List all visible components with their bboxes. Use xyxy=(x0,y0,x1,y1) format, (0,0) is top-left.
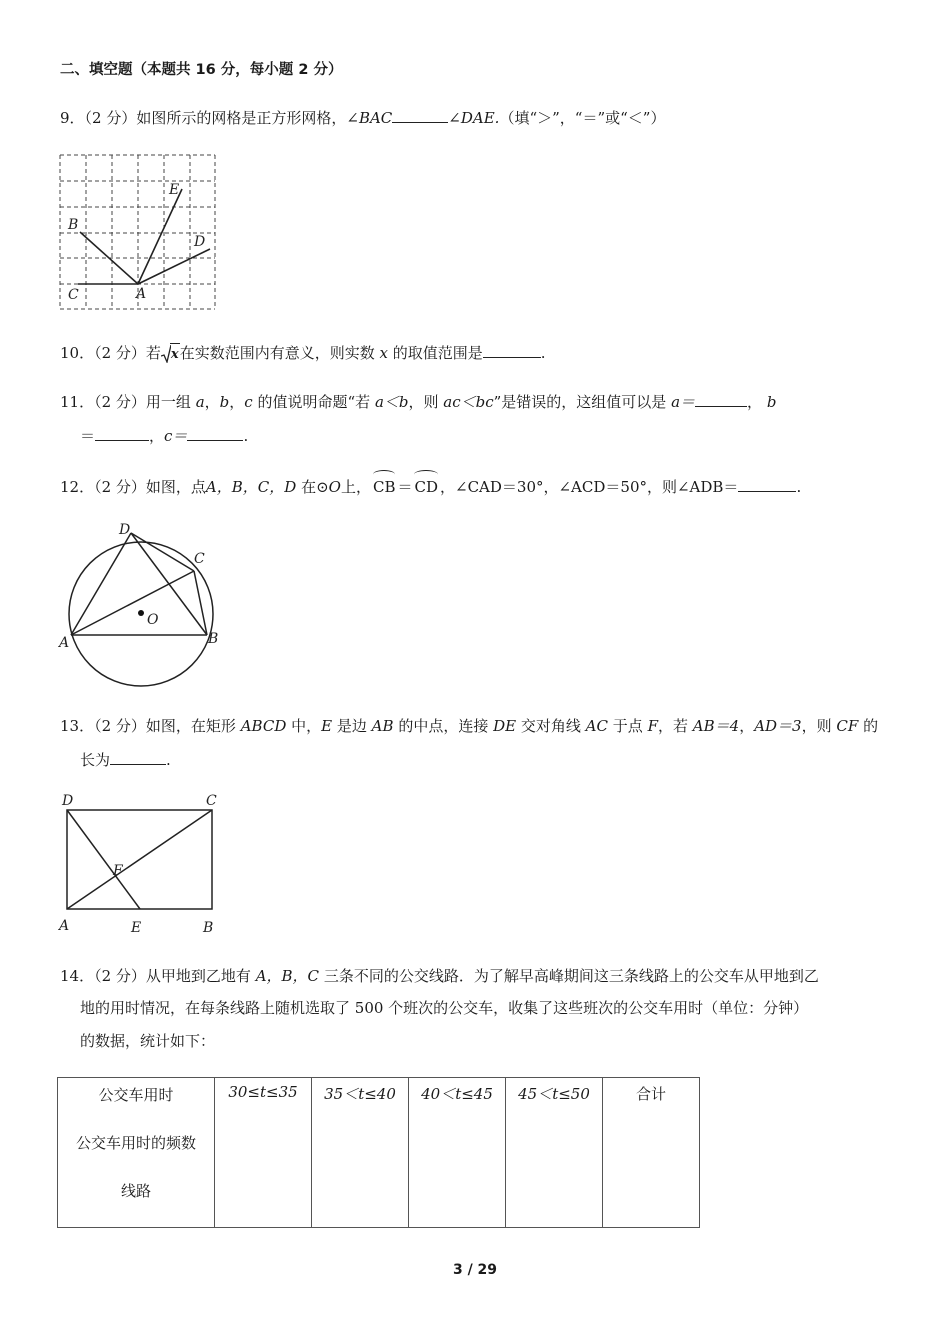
col-35-40-label: 35＜t≤40 xyxy=(324,1085,396,1103)
q13-number: 13． xyxy=(60,717,95,735)
label-c: C xyxy=(194,551,205,567)
col-header-45-50 xyxy=(506,1078,603,1228)
col-header-40-45 xyxy=(409,1078,506,1228)
q13-t9: ，则 xyxy=(801,717,832,735)
q13-t1: 如图，在矩形 xyxy=(145,717,236,735)
q13-score: （2 分） xyxy=(94,717,146,735)
label-d: D xyxy=(62,793,74,809)
q11-sep4: ， xyxy=(149,427,165,445)
q11-a: a xyxy=(195,393,205,411)
question-11-line2 xyxy=(80,426,248,446)
q13-t10: 的 xyxy=(863,717,879,735)
label-b: B xyxy=(208,631,219,647)
q13-e: E xyxy=(321,717,333,735)
q10-end: . xyxy=(540,344,546,362)
q10-pre: 若 xyxy=(145,344,161,362)
q13-ab: AB xyxy=(371,717,394,735)
label-c: C xyxy=(206,793,217,809)
label-o: O xyxy=(147,612,159,628)
q12-arc-cd: CD xyxy=(414,478,438,496)
q11-cond: a＜b xyxy=(374,393,409,411)
label-e: E xyxy=(169,182,180,198)
label-e: E xyxy=(131,920,142,936)
q12-equals: ＝ xyxy=(397,478,413,496)
question-13-line1 xyxy=(60,716,878,736)
q9-angle-bac: ∠BAC xyxy=(346,109,393,127)
segment-ad xyxy=(138,249,210,284)
q12-circle: O xyxy=(328,478,341,496)
q11-text4: ”是错误的，这组值可以是 xyxy=(493,393,667,411)
q9-angle-dae: ∠DAE. xyxy=(448,109,500,127)
q13-rectangle-figure xyxy=(55,790,225,940)
q14-t2: 三条不同的公交线路．为了解早高峰期间这三条线路上的公交车从甲地到乙 xyxy=(323,967,819,985)
label-d: D xyxy=(194,234,206,250)
q13-end: . xyxy=(166,751,171,769)
q11-b-eq: ＝ xyxy=(80,427,96,445)
question-10 xyxy=(60,343,546,365)
q13-t6: 于点 xyxy=(612,717,643,735)
q12-text3: 上， xyxy=(340,478,371,496)
q11-score: （2 分） xyxy=(94,393,146,411)
diagonal-ac xyxy=(67,810,212,909)
q13-t4: 的中点，连接 xyxy=(398,717,489,735)
q9-answer-blank[interactable] xyxy=(392,108,448,123)
q11-c: c xyxy=(244,393,253,411)
q11-end: . xyxy=(243,427,249,445)
label-b: B xyxy=(68,217,79,233)
q11-sep1: ， xyxy=(204,393,220,411)
q11-text2: 的值说明命题“若 xyxy=(257,393,371,411)
table-header-cell xyxy=(58,1078,215,1228)
q11-c-blank[interactable] xyxy=(187,426,243,441)
col-header-35-40 xyxy=(312,1078,409,1228)
q14-frequency-table xyxy=(57,1077,700,1228)
q12-score: （2 分） xyxy=(94,478,146,496)
q13-t5: 交对角线 xyxy=(520,717,581,735)
question-14-line1 xyxy=(60,966,819,986)
q10-sqrt xyxy=(161,343,180,365)
q11-a-eq: a＝ xyxy=(671,393,696,411)
question-13-line2 xyxy=(80,750,171,770)
q13-cf: CF xyxy=(836,717,859,735)
col-30-35-label: 30≤t≤35 xyxy=(228,1083,298,1101)
q12-text2: 在⊙ xyxy=(301,478,329,496)
question-12 xyxy=(60,477,801,497)
header-line-3: 线路 xyxy=(120,1182,151,1200)
question-11-line1 xyxy=(60,392,776,412)
header-line-1: 公交车用时 xyxy=(98,1086,174,1104)
q10-post: 在实数范围内有意义，则实数 xyxy=(179,344,375,362)
q13-answer-blank[interactable] xyxy=(110,750,166,765)
q11-number: 11． xyxy=(60,393,95,411)
q12-arc-cb: CB xyxy=(372,478,396,496)
q13-ac: AC xyxy=(585,717,608,735)
q12-circle-figure xyxy=(55,516,230,690)
section-title: 二、填空题（本题共 16 分，每小题 2 分） xyxy=(60,62,343,78)
q13-f: F xyxy=(647,717,658,735)
q11-text1: 用一组 xyxy=(145,393,191,411)
label-c: C xyxy=(68,287,79,303)
col-40-45-label: 40＜t≤45 xyxy=(421,1085,493,1103)
q11-text3: ，则 xyxy=(408,393,439,411)
q13-cond1: AB＝4 xyxy=(692,717,740,735)
q13-cond2: AD＝3 xyxy=(754,717,802,735)
q10-answer-blank[interactable] xyxy=(483,343,541,358)
label-a: A xyxy=(59,918,70,934)
col-header-30-35 xyxy=(215,1078,312,1228)
question-14-line3: 的数据，统计如下： xyxy=(80,1032,216,1050)
table-row xyxy=(58,1078,700,1228)
q9-number: 9． xyxy=(60,109,85,127)
q9-score: （2 分） xyxy=(84,109,137,127)
q10-radicand: x xyxy=(170,343,180,365)
segment-de xyxy=(67,810,140,909)
label-a: A xyxy=(136,286,147,302)
q10-tail: 的取值范围是 xyxy=(392,344,483,362)
q14-number: 14． xyxy=(60,967,95,985)
col-45-50-label: 45＜t≤50 xyxy=(518,1085,590,1103)
question-14-line2: 地的用时情况，在每条线路上随机选取了 500 个班次的公交车，收集了这些班次的公交车用时（单位：分钟） xyxy=(80,999,809,1017)
segment-ae xyxy=(138,189,182,284)
center-point xyxy=(138,610,144,616)
q11-sep3: ， xyxy=(747,393,763,411)
q13-line2: 长为 xyxy=(80,751,111,769)
q14-t1: 从甲地到乙地有 xyxy=(145,967,251,985)
q14-score: （2 分） xyxy=(94,967,146,985)
page-number: 3 / 29 xyxy=(452,1262,498,1278)
q12-text1: 如图，点 xyxy=(145,478,206,496)
q10-var: x xyxy=(379,344,388,362)
q9-hint: （填“＞”，“＝”或“＜”） xyxy=(499,109,666,127)
label-f: F xyxy=(113,863,123,879)
q9-text: 如图所示的网格是正方形网格， xyxy=(136,109,347,127)
q12-answer-blank[interactable] xyxy=(738,477,796,492)
q12-conditions: ，∠CAD＝30°，∠ACD＝50°，则∠ADB＝ xyxy=(440,478,739,496)
q12-number: 12． xyxy=(60,478,95,496)
q11-a-blank[interactable] xyxy=(695,392,747,407)
label-b: B xyxy=(203,920,214,936)
q10-number: 10． xyxy=(60,344,95,362)
q12-end: . xyxy=(796,478,802,496)
q11-sep2: ， xyxy=(229,393,245,411)
q13-t2: 中， xyxy=(291,717,322,735)
q11-c-eq: c＝ xyxy=(164,427,188,445)
q11-b-blank[interactable] xyxy=(95,426,149,441)
q12-points: A，B，C，D xyxy=(205,478,297,496)
label-d: D xyxy=(119,522,131,538)
q11-b: b xyxy=(219,393,230,411)
q14-routes: A，B，C xyxy=(255,967,320,985)
q10-score: （2 分） xyxy=(94,344,146,362)
q11-b-label: b xyxy=(766,393,777,411)
label-a: A xyxy=(59,635,70,651)
q11-concl: ac＜bc xyxy=(443,393,494,411)
col-header-total xyxy=(603,1078,700,1228)
q9-grid-figure xyxy=(56,152,221,314)
q13-t3: 是边 xyxy=(336,717,367,735)
q13-de: DE xyxy=(493,717,517,735)
header-line-2: 公交车用时的频数 xyxy=(75,1134,196,1152)
col-total-label: 合计 xyxy=(635,1085,666,1103)
q13-t7: ，若 xyxy=(657,717,688,735)
q13-t8: ， xyxy=(739,717,755,735)
q13-rect: ABCD xyxy=(240,717,287,735)
question-9 xyxy=(60,108,665,128)
